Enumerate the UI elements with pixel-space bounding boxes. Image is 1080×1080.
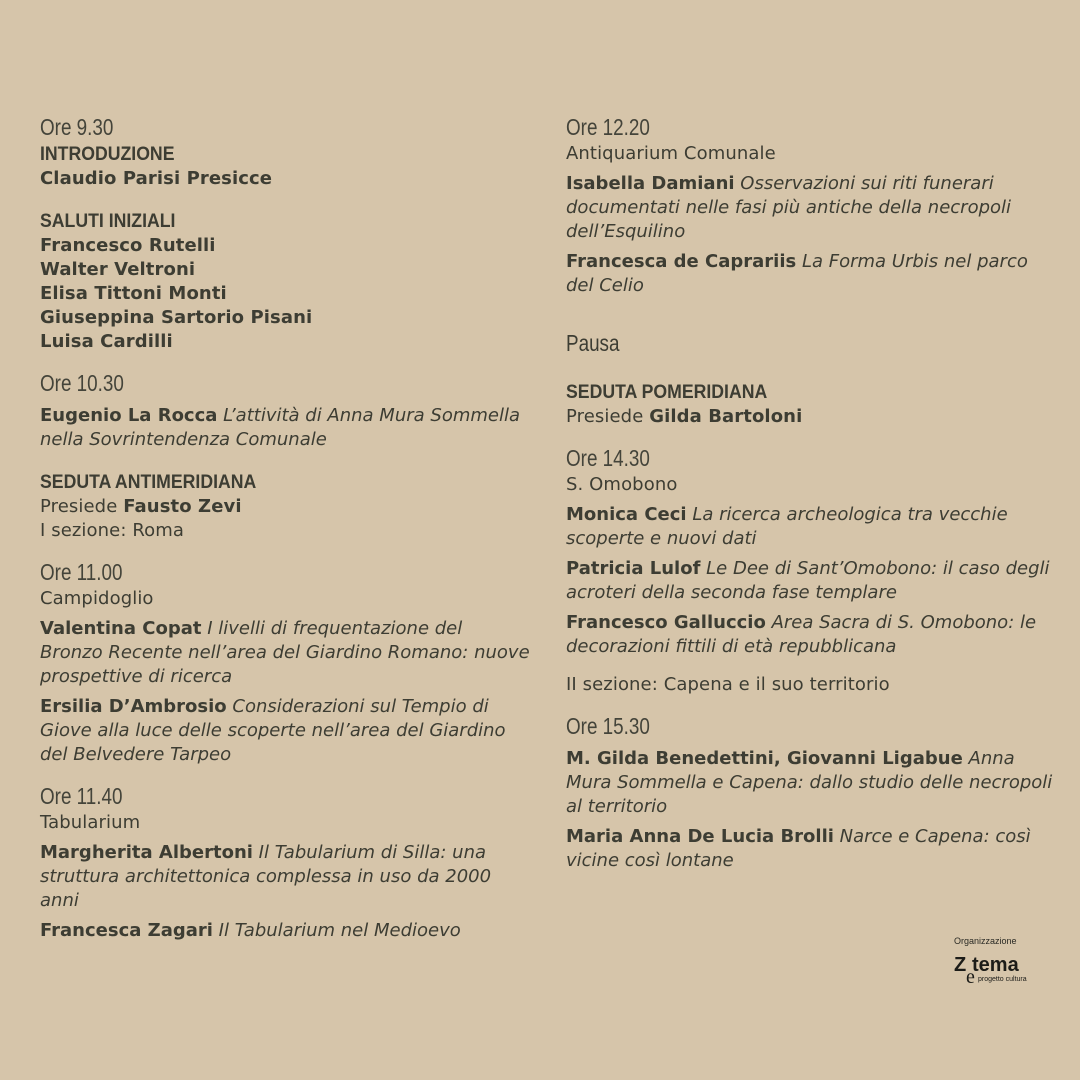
talk-title: Il Tabularium nel Medioevo xyxy=(218,920,461,941)
venue-label: S. Omobono xyxy=(566,474,678,495)
greeting-name: Walter Veltroni xyxy=(40,259,196,280)
greetings-block xyxy=(40,209,530,354)
chair-name: Gilda Bartoloni xyxy=(649,406,803,427)
talk-speaker: Maria Anna De Lucia Brolli xyxy=(566,826,834,847)
morning-session-block xyxy=(40,470,530,543)
time-label: Ore 14.30 xyxy=(566,445,650,471)
talk-title: Narce e Capena: così vicine così lontane xyxy=(566,826,1031,871)
venue-label: Antiquarium Comunale xyxy=(566,143,776,164)
right-column xyxy=(566,112,1056,873)
venue-label: Campidoglio xyxy=(40,588,154,609)
organizer-logo xyxy=(950,936,1040,988)
intro-block xyxy=(40,112,530,191)
talk-title: La ricerca archeologica tra vecchie scoperte e nuovi dati xyxy=(566,504,1008,549)
logo-letter-e: e xyxy=(966,966,975,988)
speaker-name: Claudio Parisi Presicce xyxy=(40,168,273,189)
session-1100 xyxy=(40,557,530,767)
section-heading: SEDUTA POMERIDIANA xyxy=(566,382,768,403)
section-heading: INTRODUZIONE xyxy=(40,144,175,165)
pause-label: Pausa xyxy=(566,330,620,356)
talk-item xyxy=(566,250,1056,298)
talk-title: Anna Mura Sommella e Capena: dallo studio delle necropoli al territorio xyxy=(566,748,1053,817)
talk-speaker: Margherita Albertoni xyxy=(40,842,253,863)
chair-line xyxy=(566,405,1056,429)
talk-title: Considerazioni sul Tempio di Giove alla luce delle scoperte nell’area del Giardino del Belvedere Tarpeo xyxy=(40,696,506,765)
time-label: Ore 15.30 xyxy=(566,713,650,739)
chair-name: Fausto Zevi xyxy=(123,496,242,517)
greeting-name: Luisa Cardilli xyxy=(40,331,173,352)
talk-item xyxy=(40,404,530,452)
section-label: I sezione: Roma xyxy=(40,520,184,541)
section-heading: SALUTI INIZIALI xyxy=(40,211,176,232)
venue-label: Tabularium xyxy=(40,812,141,833)
talk-title: Il Tabularium di Silla: una struttura architettonica complessa in uso da 2000 anni xyxy=(40,842,492,911)
talk-item xyxy=(40,617,530,689)
chair-prefix: Presiede xyxy=(40,496,118,517)
logo-letter-z: Z xyxy=(954,954,967,976)
section-label: II sezione: Capena e il suo territorio xyxy=(566,674,890,695)
session-1430 xyxy=(566,443,1056,659)
talk-speaker: Isabella Damiani xyxy=(566,173,735,194)
time-label: Ore 10.30 xyxy=(40,370,124,396)
logo-tagline: progetto cultura xyxy=(978,976,1027,983)
time-label: Ore 11.40 xyxy=(40,783,123,809)
talk-item xyxy=(40,919,530,943)
talk-item xyxy=(566,825,1056,873)
talk-item xyxy=(566,172,1056,244)
greeting-name: Elisa Tittoni Monti xyxy=(40,283,227,304)
greeting-name: Francesco Rutelli xyxy=(40,235,216,256)
talk-item xyxy=(566,747,1056,819)
session-1140 xyxy=(40,781,530,943)
section-heading: SEDUTA ANTIMERIDIANA xyxy=(40,472,257,493)
talk-speaker: Monica Ceci xyxy=(566,504,687,525)
talk-speaker: Ersilia D’Ambrosio xyxy=(40,696,227,717)
talk-speaker: Valentina Copat xyxy=(40,618,202,639)
zetema-logo-mark xyxy=(950,952,1040,988)
talk-speaker: Patricia Lulof xyxy=(566,558,701,579)
talk-item xyxy=(566,611,1056,659)
talk-title: Area Sacra di S. Omobono: le decorazioni fittili di età repubblicana xyxy=(566,612,1037,657)
talk-title: Le Dee di Sant’Omobono: il caso degli acroteri della seconda fase templare xyxy=(566,558,1050,603)
talk-speaker: Francesca de Caprariis xyxy=(566,251,797,272)
session-1220 xyxy=(566,112,1056,298)
talk-speaker: Eugenio La Rocca xyxy=(40,405,218,426)
talk-item xyxy=(40,841,530,913)
greeting-name: Giuseppina Sartorio Pisani xyxy=(40,307,313,328)
afternoon-session-block xyxy=(566,380,1056,429)
time-label: Ore 12.20 xyxy=(566,114,650,140)
chair-line xyxy=(40,495,530,519)
left-column xyxy=(40,112,530,943)
logo-wordmark: tema xyxy=(972,954,1019,976)
talk-speaker: Francesco Galluccio xyxy=(566,612,766,633)
time-label: Ore 9.30 xyxy=(40,114,114,140)
chair-prefix: Presiede xyxy=(566,406,644,427)
talk-item xyxy=(40,695,530,767)
talk-title: L’attività di Anna Mura Sommella nella Sovrintendenza Comunale xyxy=(40,405,521,450)
talk-speaker: Francesca Zagari xyxy=(40,920,213,941)
talk-title: La Forma Urbis nel parco del Celio xyxy=(566,251,1028,296)
talk-title: Osservazioni sui riti funerari documentati nelle fasi più antiche della necropoli dell’Esquilino xyxy=(566,173,1012,242)
time-label: Ore 11.00 xyxy=(40,559,123,585)
talk-item xyxy=(566,557,1056,605)
session-1530 xyxy=(566,711,1056,873)
talk-item xyxy=(566,503,1056,551)
session-1030 xyxy=(40,368,530,452)
talk-speaker: M. Gilda Benedettini, Giovanni Ligabue xyxy=(566,748,963,769)
talk-title: I livelli di frequentazione del Bronzo Recente nell’area del Giardino Romano: nuove prospettive di ricerca xyxy=(40,618,530,687)
organizer-caption: Organizzazione xyxy=(954,936,1017,946)
